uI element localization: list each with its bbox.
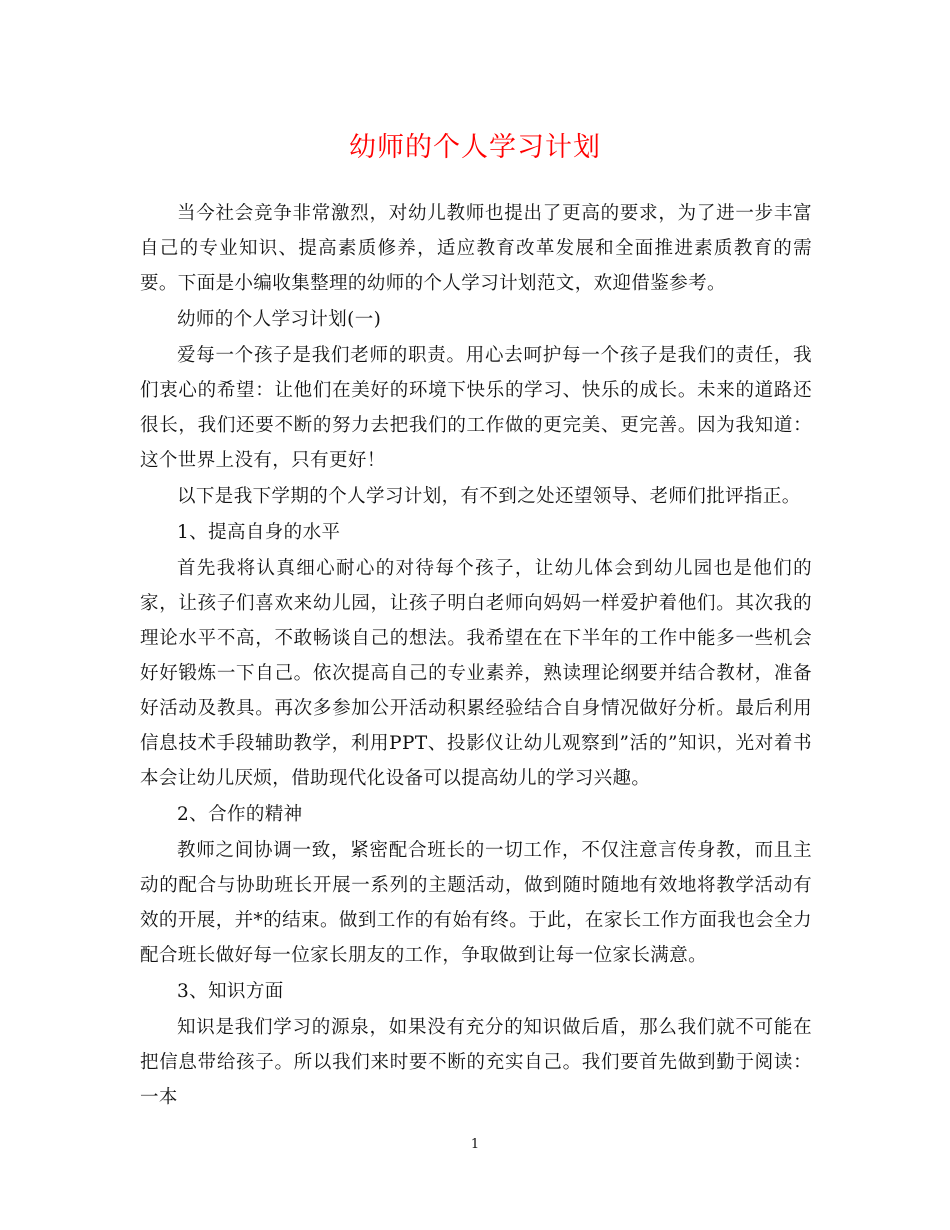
section-heading-knowledge: 3、知识方面 <box>177 981 284 1002</box>
paragraph-improve-self: 首先我将认真细心耐心的对待每个孩子，让幼儿体会到幼儿园也是他们的家，让孩子们喜欢来幼儿园，让孩子明白老师向妈妈一样爱护着他们。其次我的理论水平不高，不敢畅谈自己的想法。我希望在在下半年的工作中能多一些机会好好锻炼一下自己。依次提高自己的专业素养，熟读理论纲要并结合教材，准备好活动及教具。再次多参加公开活动积累经验结合自身情况做好分析。最后利用信息技术手段辅助教学，利用PPT、投影仪让幼儿观察到”活的”知识，光对着书本会让幼儿厌烦，借助现代化设备可以提高幼儿的学习兴趣。 <box>140 558 812 789</box>
paragraph-knowledge: 知识是我们学习的源泉，如果没有充分的知识做后盾，那么我们就不可能在把信息带给孩子。所以我们来时要不断的充实自己。我们要首先做到勤于阅读：一本 <box>140 1017 812 1108</box>
paragraph-cooperation: 教师之间协调一致，紧密配合班长的一切工作，不仅注意言传身教，而且主动的配合与协助班长开展一系列的主题活动，做到随时随地有效地将教学活动有效的开展，并*的结束。做到工作的有始有终。于此，在家长工作方面我也会全力配合班长做好每一位家长朋友的工作，争取做到让每一位家长满意。 <box>140 840 812 966</box>
document-title: 幼师的个人学习计划 <box>349 132 601 163</box>
paragraph-plan-lead: 以下是我下学期的个人学习计划，有不到之处还望领导、老师们批评指正。 <box>177 486 801 507</box>
section-heading-improve-self: 1、提高自身的水平 <box>177 522 341 543</box>
document-body <box>140 196 812 1116</box>
section-heading-cooperation: 2、合作的精神 <box>177 804 303 825</box>
paragraph-intro: 当今社会竞争非常激烈，对幼儿教师也提出了更高的要求，为了进一步丰富自己的专业知识、提高素质修养，适应教育改革发展和全面推进素质教育的需要。下面是小编收集整理的幼师的个人学习计划范文，欢迎借鉴参考。 <box>140 203 812 294</box>
page-number: 1 <box>470 1137 480 1152</box>
paragraph-love-children: 爱每一个孩子是我们老师的职责。用心去呵护每一个孩子是我们的责任，我们衷心的希望：让他们在美好的环境下快乐的学习、快乐的成长。未来的道路还很长，我们还要不断的努力去把我们的工作做的更完美、更完善。因为我知道：这个世界上没有，只有更好！ <box>140 345 812 471</box>
section-heading-plan-one: 幼师的个人学习计划(一) <box>177 309 382 330</box>
